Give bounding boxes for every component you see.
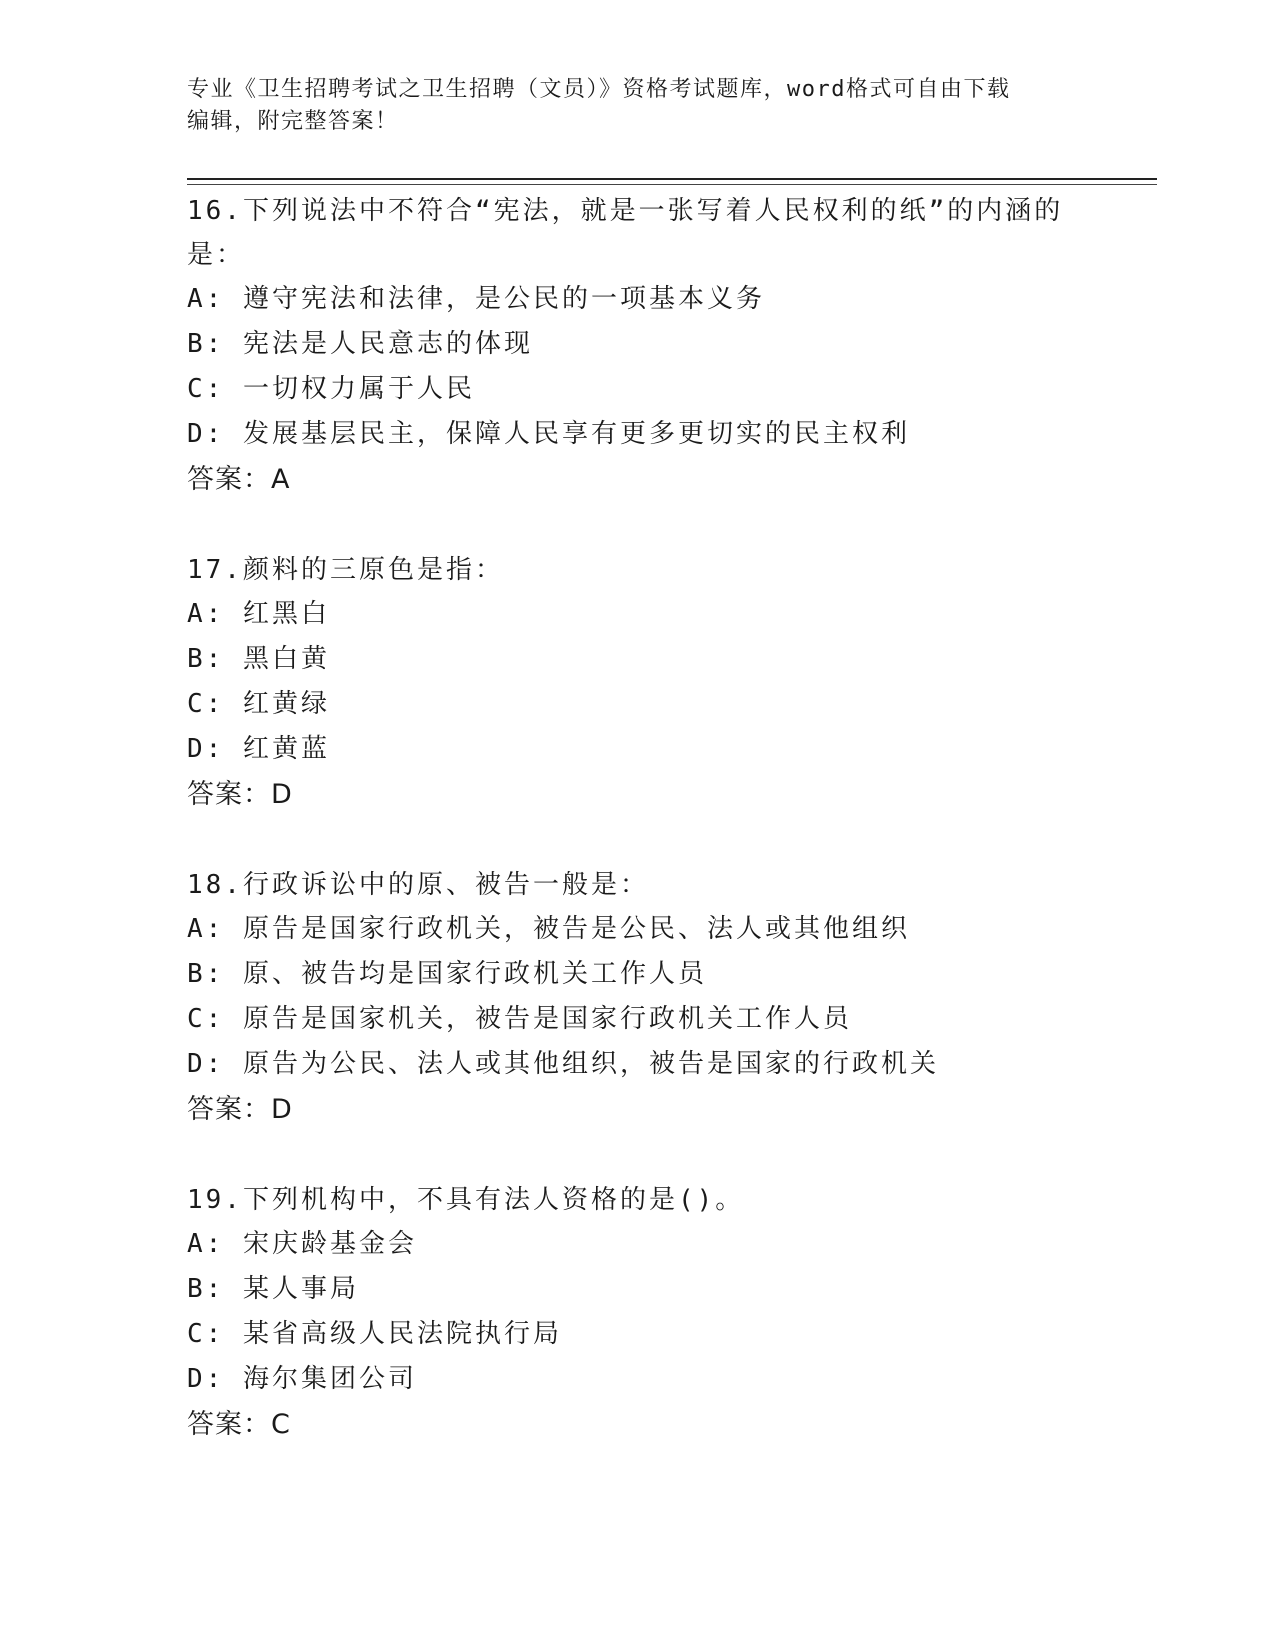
option-label: D:: [187, 1364, 225, 1394]
option-c: [187, 682, 1157, 727]
answer-line: [187, 457, 1157, 502]
option-d: [187, 1357, 1157, 1402]
question-text: 下列机构中，不具有法人资格的是()。: [242, 1185, 745, 1215]
answer-line: [187, 772, 1157, 817]
answer-label: 答案：: [187, 1409, 271, 1440]
option-b: [187, 952, 1157, 997]
answer-line: [187, 1402, 1157, 1447]
question-19: [187, 1178, 1157, 1447]
option-b: [187, 1267, 1157, 1312]
option-c: [187, 1312, 1157, 1357]
option-label: B:: [187, 644, 225, 674]
question-number: 16.: [187, 196, 243, 226]
question-stem: [187, 863, 1157, 907]
option-text: 原告是国家机关，被告是国家行政机关工作人员: [242, 1004, 852, 1034]
option-text: 红黑白: [242, 599, 330, 629]
option-label: B:: [187, 959, 225, 989]
option-label: C:: [187, 1004, 225, 1034]
option-label: B:: [187, 1274, 225, 1304]
option-b: [187, 322, 1157, 367]
question-number: 17.: [187, 555, 243, 585]
option-text: 遵守宪法和法律，是公民的一项基本义务: [242, 284, 765, 314]
question-list: [187, 189, 1157, 1493]
option-label: A:: [187, 284, 225, 314]
option-text: 红黄绿: [242, 689, 330, 719]
option-text: 原告是国家行政机关，被告是公民、法人或其他组织: [242, 914, 910, 944]
option-label: C:: [187, 689, 225, 719]
option-d: [187, 1042, 1157, 1087]
header-line-1: 专业《卫生招聘考试之卫生招聘（文员）》资格考试题库，word格式可自由下载: [187, 77, 1011, 102]
option-label: A:: [187, 914, 225, 944]
question-stem: [187, 1178, 1157, 1222]
option-label: A:: [187, 599, 225, 629]
question-stem-continuation: 是：: [187, 240, 246, 270]
option-label: D:: [187, 734, 225, 764]
question-text: 下列说法中不符合“宪法，就是一张写着人民权利的纸”的内涵的: [242, 196, 1064, 226]
header-line-2: 编辑，附完整答案！: [187, 109, 399, 134]
question-number: 18.: [187, 870, 243, 900]
question-stem: [187, 548, 1157, 592]
answer-value: C: [271, 1409, 291, 1440]
question-text: 行政诉讼中的原、被告一般是：: [242, 870, 649, 900]
option-a: [187, 907, 1157, 952]
answer-value: D: [271, 1094, 293, 1125]
option-c: [187, 367, 1157, 412]
option-text: 原告为公民、法人或其他组织，被告是国家的行政机关: [242, 1049, 939, 1079]
option-a: [187, 592, 1157, 637]
option-text: 宪法是人民意志的体现: [242, 329, 533, 359]
option-label: B:: [187, 329, 225, 359]
question-17: [187, 548, 1157, 817]
option-text: 宋庆龄基金会: [242, 1229, 417, 1259]
option-d: [187, 727, 1157, 772]
option-text: 海尔集团公司: [242, 1364, 417, 1394]
option-label: C:: [187, 1319, 225, 1349]
option-b: [187, 637, 1157, 682]
answer-value: A: [271, 464, 291, 495]
question-stem: [187, 189, 1157, 233]
question-text: 颜料的三原色是指：: [242, 555, 504, 585]
answer-value: D: [271, 779, 293, 810]
answer-label: 答案：: [187, 779, 271, 810]
answer-label: 答案：: [187, 1094, 271, 1125]
question-number: 19.: [187, 1185, 243, 1215]
document-header: [187, 74, 1087, 138]
option-label: A:: [187, 1229, 225, 1259]
option-c: [187, 997, 1157, 1042]
option-text: 黑白黄: [242, 644, 330, 674]
option-a: [187, 277, 1157, 322]
header-divider-thin: [187, 184, 1157, 185]
option-d: [187, 412, 1157, 457]
option-text: 原、被告均是国家行政机关工作人员: [242, 959, 707, 989]
option-text: 发展基层民主，保障人民享有更多更切实的民主权利: [242, 419, 910, 449]
option-text: 一切权力属于人民: [242, 374, 475, 404]
answer-label: 答案：: [187, 464, 271, 495]
option-label: D:: [187, 419, 225, 449]
question-16: [187, 189, 1157, 502]
option-a: [187, 1222, 1157, 1267]
header-divider-thick: [187, 178, 1157, 180]
option-label: D:: [187, 1049, 225, 1079]
option-text: 某省高级人民法院执行局: [242, 1319, 562, 1349]
option-text: 红黄蓝: [242, 734, 330, 764]
answer-line: [187, 1087, 1157, 1132]
question-18: [187, 863, 1157, 1132]
option-label: C:: [187, 374, 225, 404]
option-text: 某人事局: [242, 1274, 359, 1304]
